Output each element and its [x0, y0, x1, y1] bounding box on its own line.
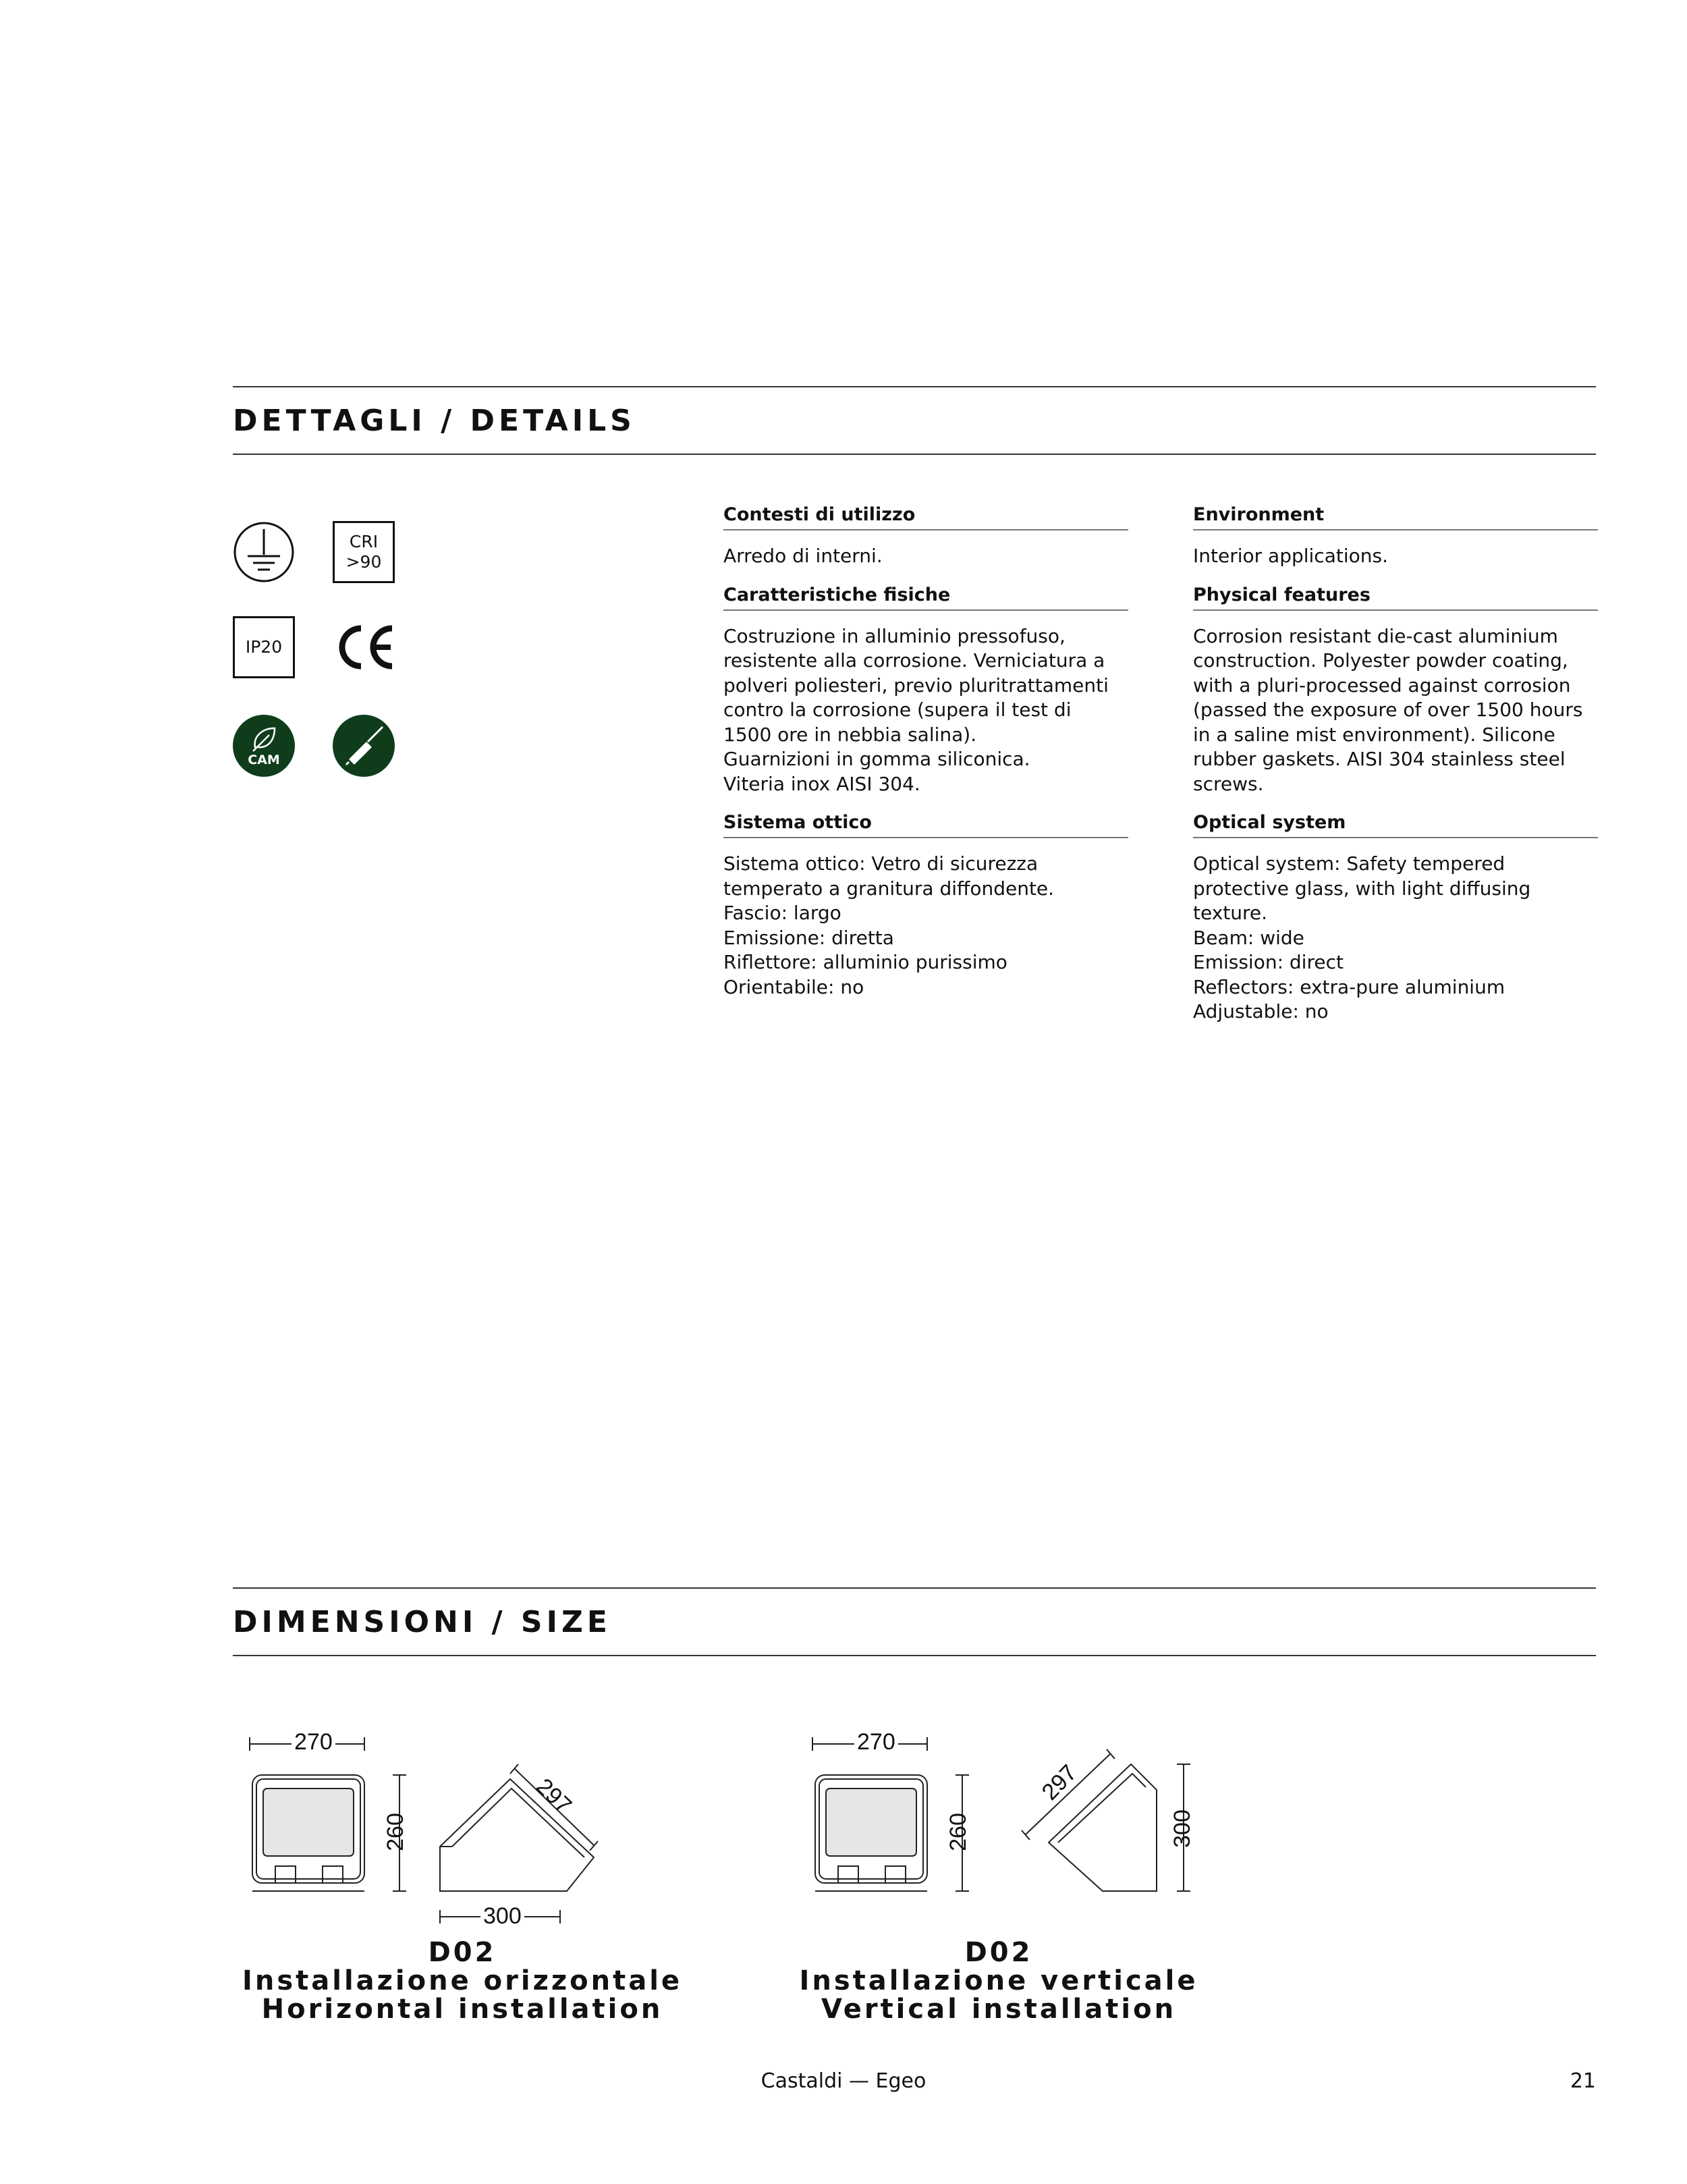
page-number: 21	[1570, 2069, 1596, 2093]
horizontal-diagonal-dimension: 297	[531, 1773, 577, 1819]
size-top-rule	[233, 1587, 1596, 1589]
size-bottom-rule	[233, 1655, 1596, 1656]
vertical-depth-dimension: 300	[1169, 1809, 1195, 1848]
physical-heading-en: Physical features	[1193, 584, 1598, 611]
usage-heading-en: Environment	[1193, 503, 1598, 530]
vertical-caption-en: Vertical installation	[821, 1994, 1177, 2025]
details-top-rule	[233, 386, 1596, 387]
details-column-english	[1193, 503, 1598, 1025]
size-title: DIMENSIONI / SIZE	[233, 1605, 611, 1639]
screwdriver-icon	[333, 715, 395, 777]
details-title: DETTAGLI / DETAILS	[233, 404, 636, 438]
optical-text-en: Optical system: Safety tempered protective glass, with light diffusing texture. Beam: wide Emission: direct Reflectors: extra-pure aluminium Adjustable: no	[1193, 852, 1531, 1022]
details-column-italian	[723, 503, 1128, 1000]
vertical-code: D02	[964, 1937, 1033, 1968]
vertical-caption-it: Installazione verticale	[799, 1965, 1198, 1996]
ip-rating: IP20	[245, 637, 283, 657]
cri-badge	[333, 521, 395, 583]
cri-value: >90	[345, 552, 382, 572]
vertical-installation-drawing	[803, 1714, 1221, 1930]
optical-text-it: Sistema ottico: Vetro di sicurezza temperato a granitura diffondente. Fascio: largo Emissione: diretta Riflettore: alluminio purissimo Orientabile: no	[723, 852, 1055, 998]
details-bottom-rule	[233, 454, 1596, 455]
ip-rating-badge	[233, 616, 295, 678]
horizontal-code: D02	[428, 1937, 497, 1968]
optical-heading-en: Optical system	[1193, 811, 1598, 838]
horizontal-height-dimension: 260	[382, 1813, 408, 1851]
physical-heading-it: Caratteristiche fisiche	[723, 584, 1128, 611]
horizontal-depth-dimension: 300	[480, 1903, 524, 1930]
vertical-diagonal-dimension: 297	[1036, 1759, 1082, 1805]
horizontal-caption	[233, 1938, 692, 2023]
usage-text-it: Arredo di interni.	[723, 545, 883, 567]
vertical-height-dimension: 260	[945, 1813, 971, 1851]
optical-heading-it: Sistema ottico	[723, 811, 1128, 838]
vertical-width-dimension: 270	[854, 1729, 898, 1755]
physical-text-en: Corrosion resistant die-cast aluminium construction. Polyester powder coating, with a pluri-processed against corrosion (passed the exposure of over 1500 hours in a saline mist environment). Silicone rubber gaskets. AISI 304 stainless steel screws.	[1193, 624, 1583, 795]
horizontal-width-dimension: 270	[292, 1729, 335, 1755]
horizontal-caption-it: Installazione orizzontale	[242, 1965, 683, 1996]
usage-text-en: Interior applications.	[1193, 545, 1388, 567]
footer-brand: Castaldi — Egeo	[760, 2069, 927, 2093]
ce-mark-icon	[333, 616, 395, 678]
physical-text-it: Costruzione in alluminio pressofuso, resistente alla corrosione. Verniciatura a polveri poliesteri, previo pluritrattamenti contro la corrosione (supera il test di 1500 ore in nebbia salina). Guarnizioni in gomma siliconica. Viteria inox AISI 304.	[723, 624, 1109, 795]
horizontal-installation-drawing	[243, 1714, 621, 1930]
cam-label: CAM	[248, 753, 280, 767]
ground-earth-icon	[233, 521, 295, 583]
cri-label: CRI	[349, 532, 379, 551]
vertical-caption	[763, 1938, 1235, 2023]
cam-leaf-icon	[233, 715, 295, 777]
usage-heading-it: Contesti di utilizzo	[723, 503, 1128, 530]
horizontal-caption-en: Horizontal installation	[261, 1994, 663, 2025]
